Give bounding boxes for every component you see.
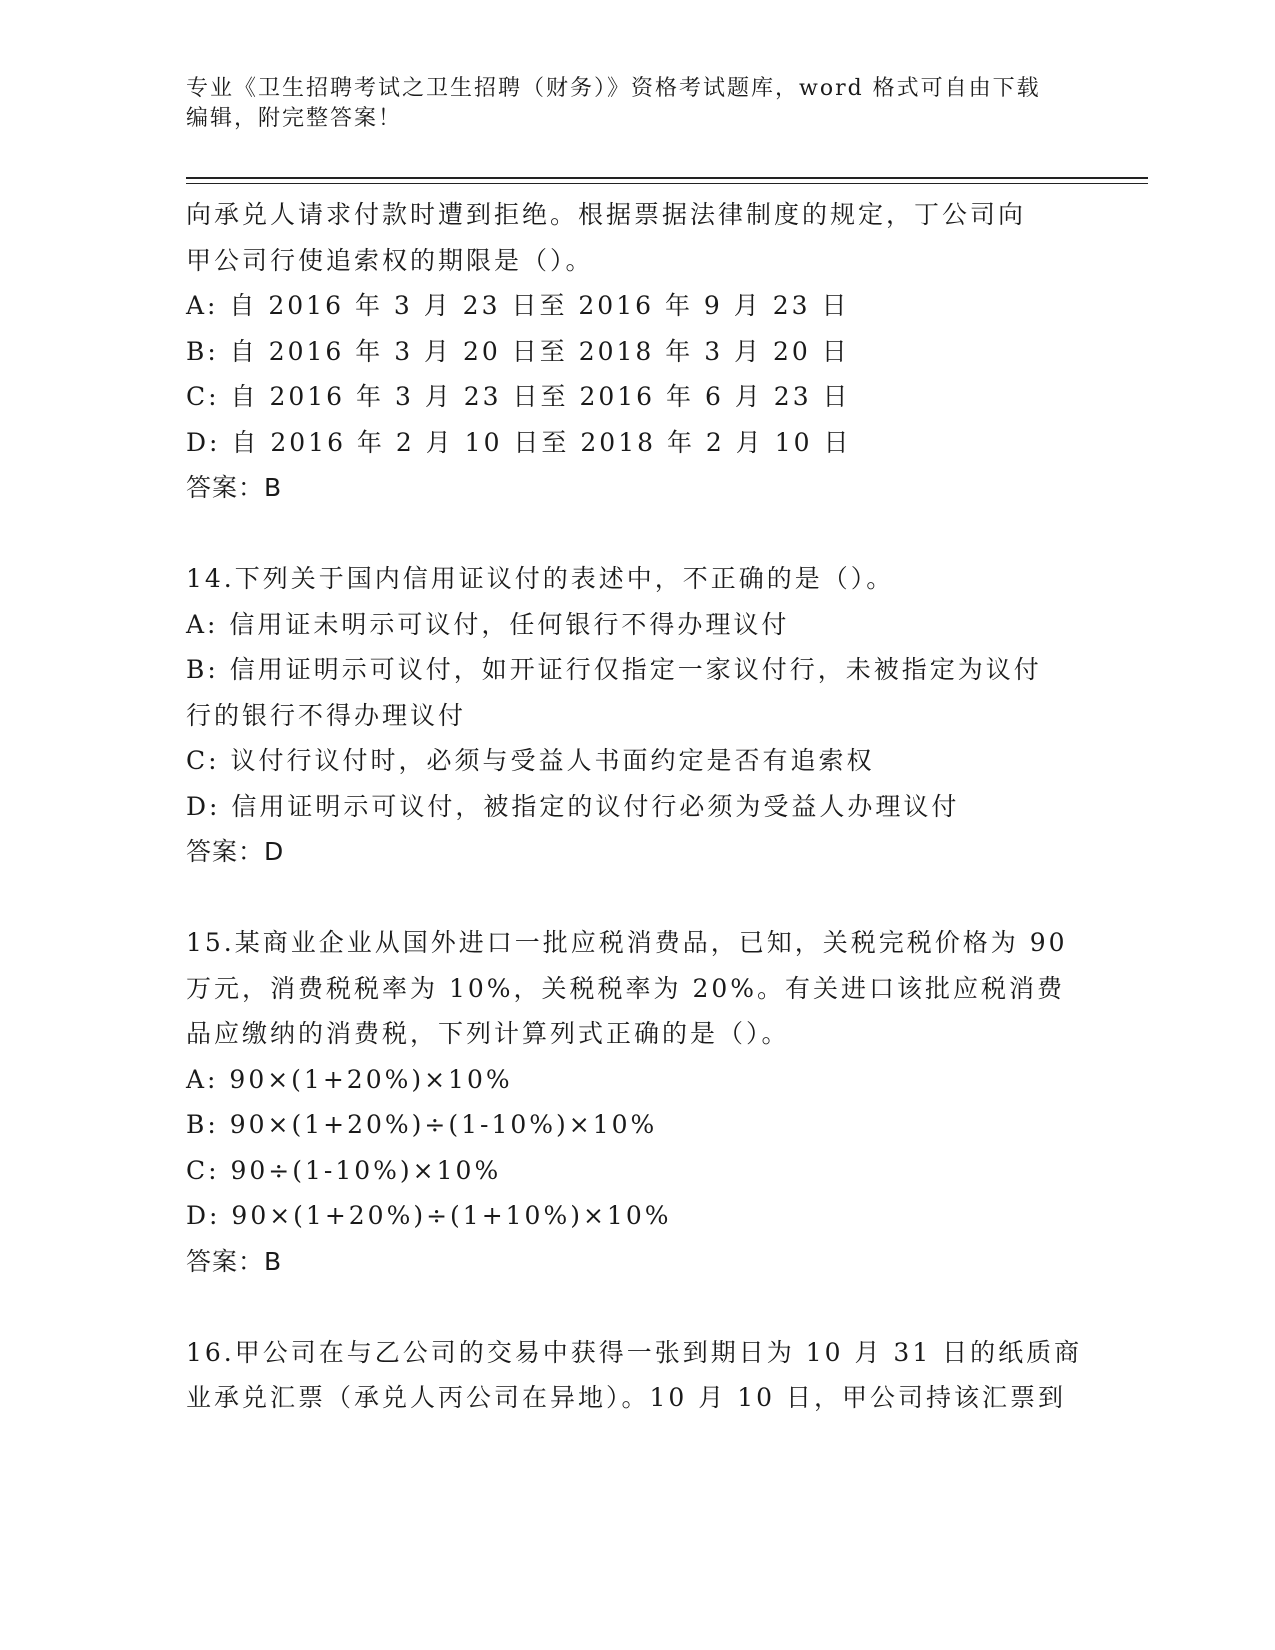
text-line: B: 自 2016 年 3 月 20 日至 2018 年 3 月 20 日 — [186, 336, 850, 366]
text-line: D: 自 2016 年 2 月 10 日至 2018 年 2 月 10 日 — [186, 427, 852, 457]
text-line: C: 90÷(1-10%)×10% — [186, 1155, 502, 1185]
document-body — [186, 192, 1086, 1421]
text-line: C: 议付行议付时，必须与受益人书面约定是否有追索权 — [186, 746, 875, 775]
text-line: 14.下列关于国内信用证议付的表述中，不正确的是（）。 — [186, 564, 895, 593]
text-line: B: 信用证明示可议付，如开证行仅指定一家议付行，未被指定为议付 — [186, 655, 1042, 684]
text-line: 15.某商业企业从国外进口一批应税消费品，已知，关税完税价格为 90 — [186, 928, 1068, 957]
paragraph-gap — [186, 511, 1086, 557]
text-line: 行的银行不得办理议付 — [186, 700, 467, 730]
header-rule-thin — [186, 183, 1148, 184]
header-rule-thick — [186, 177, 1148, 179]
header-line-1: 专业《卫生招聘考试之卫生招聘（财务）》资格考试题库，word 格式可自由下载 — [186, 76, 1041, 101]
paragraph-gap — [186, 875, 1086, 921]
text-line: 向承兑人请求付款时遭到拒绝。根据票据法律制度的规定，丁公司向 — [186, 200, 1027, 229]
answer-line: 答案：B — [186, 473, 283, 502]
header-line-2: 编辑，附完整答案！ — [186, 106, 403, 131]
text-line: D: 90×(1+20%)÷(1+10%)×10% — [186, 1201, 672, 1230]
text-line: A: 信用证未明示可议付，任何银行不得办理议付 — [186, 609, 790, 639]
answer-line: 答案：D — [186, 837, 285, 866]
text-line: 16.甲公司在与乙公司的交易中获得一张到期日为 10 月 31 日的纸质商 — [186, 1337, 1083, 1367]
text-line: D: 信用证明示可议付，被指定的议付行必须为受益人办理议付 — [186, 791, 960, 821]
document-header — [186, 74, 1066, 134]
text-line: 业承兑汇票（承兑人丙公司在异地）。10 月 10 日，甲公司持该汇票到 — [186, 1383, 1066, 1412]
paragraph-gap — [186, 1284, 1086, 1330]
text-line: A: 自 2016 年 3 月 23 日至 2016 年 9 月 23 日 — [186, 291, 850, 320]
text-line: A: 90×(1+20%)×10% — [186, 1064, 513, 1094]
text-line: 万元，消费税税率为 10%，关税税率为 20%。有关进口该批应税消费 — [186, 973, 1066, 1003]
text-line: 甲公司行使追索权的期限是（）。 — [186, 245, 594, 275]
text-line: B: 90×(1+20%)÷(1-10%)×10% — [186, 1110, 658, 1139]
text-line: 品应缴纳的消费税，下列计算列式正确的是（）。 — [186, 1019, 790, 1048]
answer-line: 答案：B — [186, 1246, 283, 1276]
text-line: C: 自 2016 年 3 月 23 日至 2016 年 6 月 23 日 — [186, 382, 851, 411]
